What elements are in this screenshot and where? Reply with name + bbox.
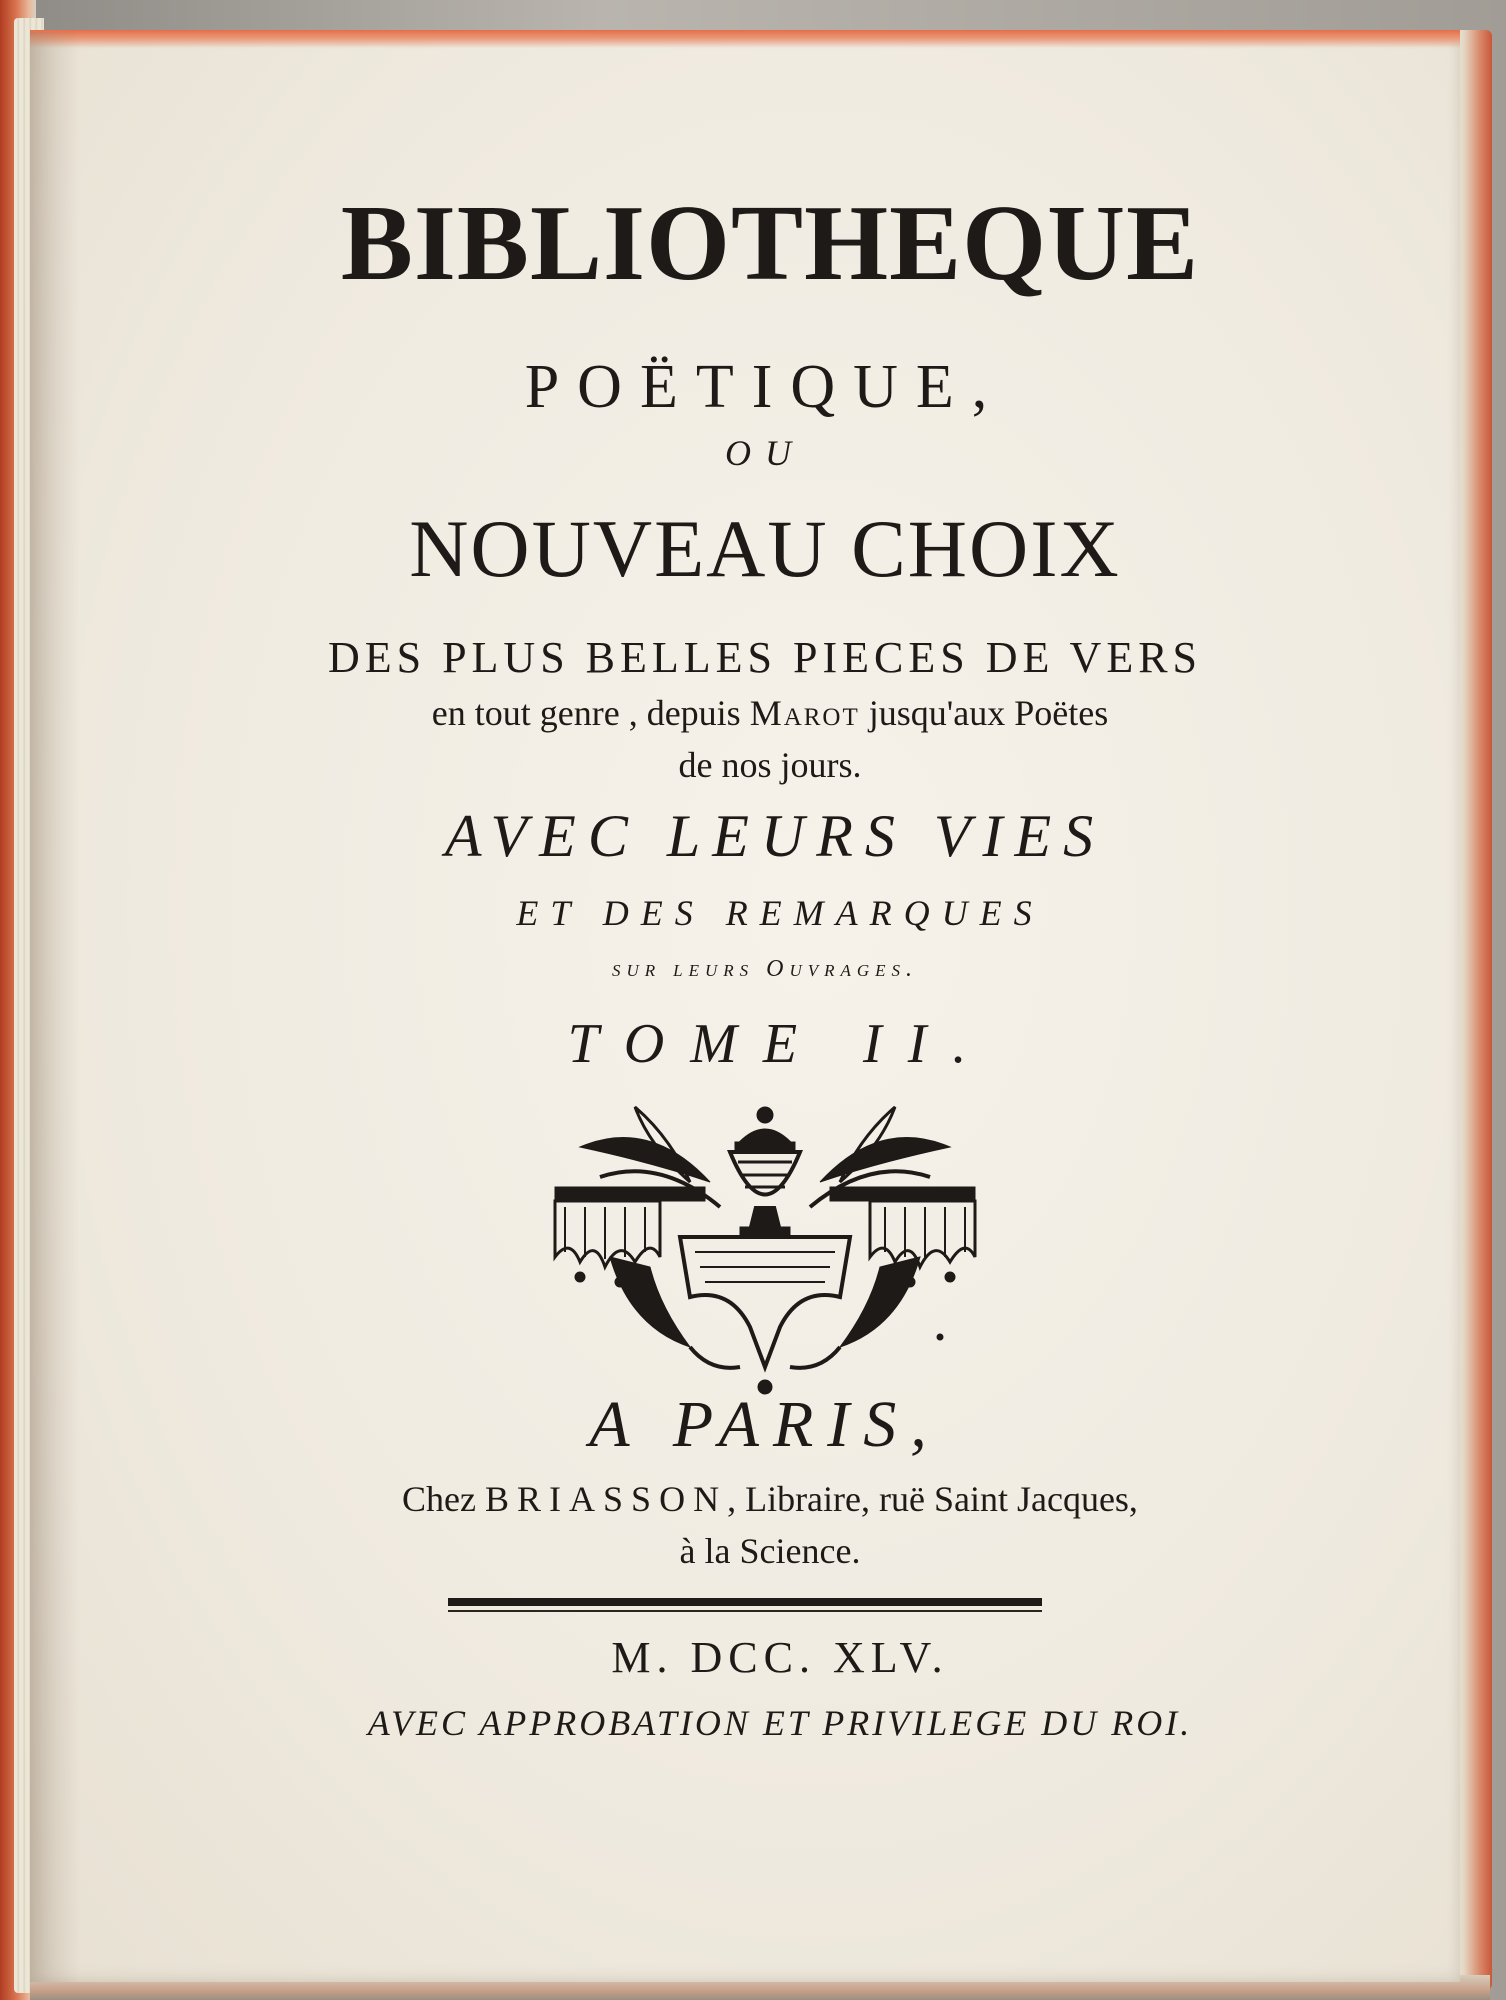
rule-thin-line — [448, 1610, 1042, 1612]
imprint-publisher-prefix: Chez — [402, 1479, 477, 1519]
double-rule-divider — [448, 1598, 1042, 1614]
title-connector: OU — [725, 433, 805, 473]
urn-garland-ornament-icon — [540, 1087, 990, 1407]
et-des-remarques: ET DES REMARQUES — [516, 893, 1044, 933]
volume-number: TOME II. — [567, 1013, 993, 1075]
title-page-content — [30, 32, 1460, 1982]
imprint-sign: à la Science. — [679, 1531, 861, 1571]
description-line-3: de nos jours. — [678, 745, 862, 785]
imprint-city: A PARIS, — [589, 1388, 941, 1461]
description-line-2 — [30, 692, 1485, 734]
description-line-1: DES PLUS BELLES PIECES DE VERS — [327, 633, 1203, 682]
publication-year: M. DCC. XLV. — [611, 1633, 949, 1682]
avec-leurs-vies: AVEC LEURS VIES — [444, 803, 1106, 869]
royal-privilege: AVEC APPROBATION ET PRIVILEGE DU ROI. — [367, 1703, 1193, 1743]
rule-thick-line — [448, 1598, 1042, 1606]
book-subtitle: POËTIQUE, — [524, 353, 1006, 421]
imprint-publisher-address: , Libraire, ruë Saint Jacques, — [727, 1479, 1138, 1519]
book-title-second: NOUVEAU CHOIX — [409, 503, 1121, 594]
book-title: BIBLIOTHEQUE — [340, 184, 1200, 303]
description-line-2-end: jusqu'aux Poëtes — [868, 693, 1109, 733]
sur-leurs-ouvrages: sur leurs Ouvrages. — [611, 956, 919, 982]
publisher-name: BRIASSON — [485, 1479, 728, 1519]
poet-name-marot: Marot — [749, 693, 860, 733]
description-line-2-start: en tout genre , depuis — [431, 693, 741, 733]
imprint-publisher — [30, 1478, 1485, 1520]
